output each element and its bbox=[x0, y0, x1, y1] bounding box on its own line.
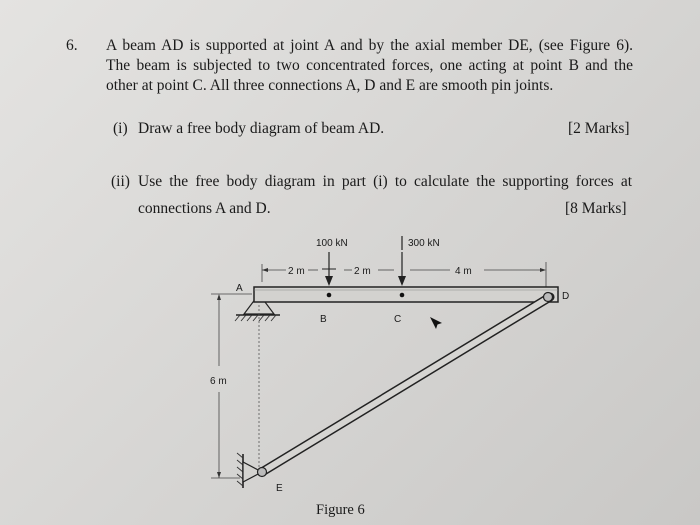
part-i-text: Draw a free body diagram of beam AD. bbox=[138, 120, 385, 137]
part-ii-text-line-1: Use the free body diagram in part (i) to calculate the supporting forces at bbox=[138, 173, 632, 190]
point-label-c: C bbox=[394, 314, 402, 325]
point-c-marker bbox=[400, 293, 405, 298]
question-line-1: A beam AD is supported at joint A and by the axial member DE, (see Figure 6). bbox=[106, 37, 633, 54]
question-line-2: The beam is subjected to two concentrated forces, one acting at point B and the bbox=[106, 57, 633, 74]
part-ii-marks: [8 Marks] bbox=[565, 200, 627, 217]
pin-support-e bbox=[237, 453, 267, 488]
dim-arrow-left bbox=[262, 268, 268, 272]
point-label-d: D bbox=[562, 291, 570, 302]
dim-arrow-right bbox=[540, 268, 546, 272]
part-ii-label: (ii) bbox=[111, 173, 130, 190]
beam-ad bbox=[254, 287, 558, 302]
point-label-b: B bbox=[320, 314, 327, 325]
dim-label-bc: 2 m bbox=[354, 266, 371, 277]
load-arrow-b bbox=[322, 252, 336, 286]
part-i-label: (i) bbox=[113, 120, 128, 137]
dim-label-height: 6 m bbox=[210, 376, 227, 387]
question-number: 6. bbox=[66, 37, 78, 54]
point-b-marker bbox=[327, 293, 332, 298]
pin-d bbox=[544, 293, 553, 302]
part-i-marks: [2 Marks] bbox=[568, 120, 630, 137]
point-label-e: E bbox=[276, 483, 283, 494]
point-label-a: A bbox=[236, 283, 243, 294]
question-line-3: other at point C. All three connections A, D and E are smooth pin joints. bbox=[106, 77, 554, 94]
figure-caption: Figure 6 bbox=[316, 502, 365, 518]
load-label-c: 300 kN bbox=[408, 238, 440, 249]
dim-arrow-top bbox=[217, 294, 221, 300]
part-ii-text-line-2: connections A and D. bbox=[138, 200, 271, 217]
load-arrow-c bbox=[398, 252, 406, 286]
member-de bbox=[262, 297, 550, 472]
dim-label-cd: 4 m bbox=[455, 266, 472, 277]
dim-arrow-bottom bbox=[217, 472, 221, 478]
mouse-cursor-icon bbox=[430, 317, 442, 329]
load-label-b: 100 kN bbox=[316, 238, 348, 249]
dim-label-ab: 2 m bbox=[288, 266, 305, 277]
